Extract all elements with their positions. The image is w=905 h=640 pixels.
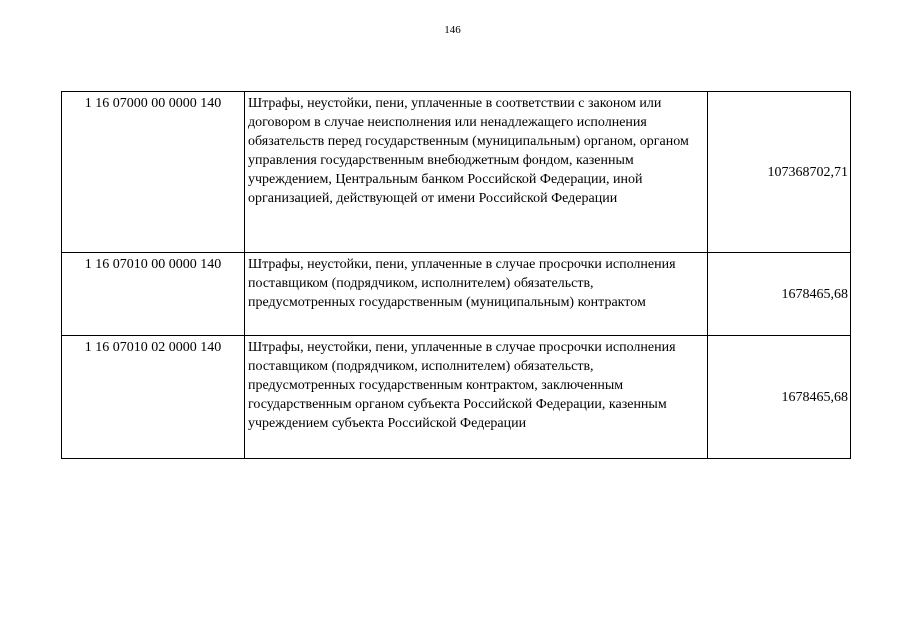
revenue-amount: 107368702,71 (708, 92, 851, 253)
table-row (62, 92, 851, 253)
table-row (62, 336, 851, 459)
revenue-description: Штрафы, неустойки, пени, уплаченные в соответствии с законом или договором в случае неисполнения или ненадлежащего исполнения обязательств перед государственным (муниципальным) органом, органом управления государственным внебюджетным фондом, казенным учреждением, Центральным банком Российской Федерации, иной организацией, действующей от имени Российской Федерации (245, 92, 708, 253)
revenue-description: Штрафы, неустойки, пени, уплаченные в случае просрочки исполнения поставщиком (подрядчиком, исполнителем) обязательств, предусмотренных государственным (муниципальным) контрактом (245, 253, 708, 336)
budget-revenue-table (61, 91, 851, 459)
revenue-amount: 1678465,68 (708, 336, 851, 459)
revenue-amount: 1678465,68 (708, 253, 851, 336)
budget-classification-code: 1 16 07000 00 0000 140 (62, 92, 245, 253)
revenue-description: Штрафы, неустойки, пени, уплаченные в случае просрочки исполнения поставщиком (подрядчиком, исполнителем) обязательств, предусмотренных государственным контрактом, заключенным государственным органом субъекта Российской Федерации, казенным учреждением субъекта Российской Федерации (245, 336, 708, 459)
table-row (62, 253, 851, 336)
budget-classification-code: 1 16 07010 02 0000 140 (62, 336, 245, 459)
page-number: 146 (444, 24, 461, 36)
budget-classification-code: 1 16 07010 00 0000 140 (62, 253, 245, 336)
